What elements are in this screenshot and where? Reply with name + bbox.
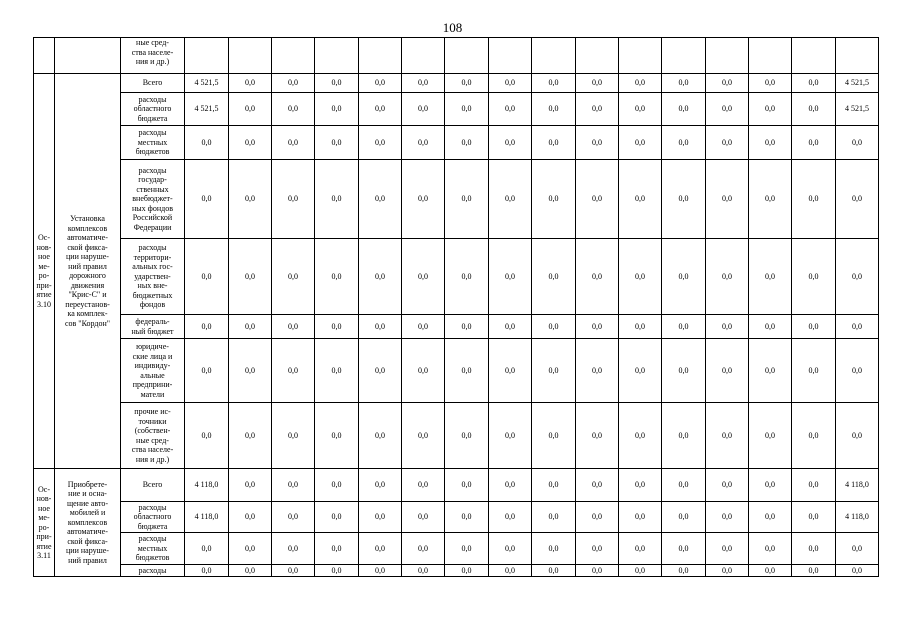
- value-cell: 0,0: [229, 565, 272, 577]
- value-cell: 0,0: [662, 403, 706, 469]
- value-cell: 0,0: [532, 239, 576, 315]
- value-cell: 0,0: [185, 160, 229, 239]
- value-cell: 0,0: [792, 74, 836, 93]
- value-cell: [185, 38, 229, 74]
- value-cell: 0,0: [532, 403, 576, 469]
- event-name-cell: [55, 38, 121, 74]
- funding-source-cell: Всего: [121, 469, 185, 502]
- value-cell: 0,0: [662, 239, 706, 315]
- value-cell: 0,0: [315, 126, 359, 160]
- value-cell: 0,0: [445, 403, 489, 469]
- value-cell: 0,0: [359, 339, 402, 403]
- value-cell: 0,0: [489, 502, 532, 533]
- budget-table: [33, 37, 879, 577]
- value-cell: 0,0: [662, 533, 706, 565]
- value-cell: 4 521,5: [185, 93, 229, 126]
- value-cell: 0,0: [619, 533, 662, 565]
- value-cell: 0,0: [445, 126, 489, 160]
- funding-source-cell: юридиче- ские лица и индивиду- альные предприни- матели: [121, 339, 185, 403]
- value-cell: 0,0: [315, 502, 359, 533]
- value-cell: 0,0: [706, 93, 749, 126]
- value-cell: 0,0: [359, 126, 402, 160]
- value-cell: 0,0: [662, 93, 706, 126]
- value-cell: 0,0: [792, 315, 836, 339]
- value-cell: 0,0: [836, 403, 879, 469]
- value-cell: 0,0: [532, 74, 576, 93]
- value-cell: 0,0: [836, 160, 879, 239]
- table-row: [34, 533, 879, 565]
- value-cell: 0,0: [359, 74, 402, 93]
- funding-source-cell: прочие ис- точники (собствен- ные сред- ства населе- ния и др.): [121, 403, 185, 469]
- value-cell: 0,0: [576, 502, 619, 533]
- value-cell: 0,0: [229, 469, 272, 502]
- value-cell: 0,0: [359, 565, 402, 577]
- value-cell: 0,0: [792, 93, 836, 126]
- value-cell: 0,0: [445, 533, 489, 565]
- value-cell: 0,0: [662, 469, 706, 502]
- value-cell: 0,0: [706, 74, 749, 93]
- value-cell: 0,0: [229, 502, 272, 533]
- value-cell: 0,0: [619, 315, 662, 339]
- value-cell: [749, 38, 792, 74]
- value-cell: 0,0: [836, 239, 879, 315]
- value-cell: 0,0: [706, 502, 749, 533]
- value-cell: 0,0: [445, 315, 489, 339]
- value-cell: [489, 38, 532, 74]
- value-cell: 0,0: [315, 315, 359, 339]
- value-cell: 0,0: [749, 74, 792, 93]
- value-cell: 0,0: [489, 565, 532, 577]
- value-cell: 0,0: [749, 315, 792, 339]
- value-cell: 0,0: [792, 239, 836, 315]
- value-cell: 0,0: [792, 339, 836, 403]
- value-cell: 0,0: [185, 239, 229, 315]
- value-cell: 0,0: [402, 126, 445, 160]
- value-cell: 0,0: [662, 160, 706, 239]
- value-cell: 0,0: [836, 339, 879, 403]
- value-cell: 4 118,0: [185, 469, 229, 502]
- value-cell: 0,0: [185, 315, 229, 339]
- value-cell: 0,0: [445, 502, 489, 533]
- value-cell: 0,0: [489, 533, 532, 565]
- value-cell: 0,0: [619, 126, 662, 160]
- value-cell: 0,0: [749, 565, 792, 577]
- value-cell: 0,0: [445, 239, 489, 315]
- value-cell: 0,0: [185, 565, 229, 577]
- value-cell: 0,0: [576, 160, 619, 239]
- value-cell: 0,0: [576, 339, 619, 403]
- value-cell: 0,0: [185, 126, 229, 160]
- value-cell: 0,0: [792, 126, 836, 160]
- value-cell: 0,0: [359, 403, 402, 469]
- value-cell: 0,0: [792, 469, 836, 502]
- value-cell: 0,0: [402, 469, 445, 502]
- value-cell: 0,0: [315, 239, 359, 315]
- value-cell: 0,0: [315, 339, 359, 403]
- value-cell: 0,0: [359, 160, 402, 239]
- value-cell: 0,0: [402, 160, 445, 239]
- value-cell: 0,0: [402, 403, 445, 469]
- value-cell: 0,0: [315, 160, 359, 239]
- funding-source-cell: расходы областного бюджета: [121, 93, 185, 126]
- value-cell: 0,0: [185, 339, 229, 403]
- value-cell: 0,0: [749, 126, 792, 160]
- event-cell: [34, 38, 55, 74]
- value-cell: 0,0: [792, 502, 836, 533]
- value-cell: 0,0: [402, 339, 445, 403]
- table-row: [34, 38, 879, 74]
- value-cell: 4 521,5: [836, 74, 879, 93]
- value-cell: 0,0: [836, 126, 879, 160]
- value-cell: 0,0: [619, 93, 662, 126]
- funding-source-cell: расходы областного бюджета: [121, 502, 185, 533]
- value-cell: 0,0: [272, 339, 315, 403]
- value-cell: 0,0: [402, 239, 445, 315]
- value-cell: 0,0: [619, 502, 662, 533]
- value-cell: 0,0: [662, 126, 706, 160]
- value-cell: 0,0: [229, 239, 272, 315]
- value-cell: 0,0: [489, 160, 532, 239]
- value-cell: 0,0: [706, 315, 749, 339]
- value-cell: [402, 38, 445, 74]
- table-row: [34, 502, 879, 533]
- value-cell: 0,0: [359, 533, 402, 565]
- value-cell: 0,0: [749, 533, 792, 565]
- value-cell: 0,0: [185, 533, 229, 565]
- value-cell: 0,0: [445, 93, 489, 126]
- value-cell: 0,0: [792, 403, 836, 469]
- value-cell: 0,0: [489, 339, 532, 403]
- value-cell: 0,0: [445, 160, 489, 239]
- value-cell: 4 521,5: [185, 74, 229, 93]
- value-cell: 0,0: [619, 565, 662, 577]
- table-row: [34, 339, 879, 403]
- value-cell: 0,0: [229, 126, 272, 160]
- value-cell: 0,0: [836, 565, 879, 577]
- value-cell: 0,0: [706, 565, 749, 577]
- value-cell: 0,0: [315, 533, 359, 565]
- value-cell: 0,0: [489, 315, 532, 339]
- value-cell: 0,0: [445, 339, 489, 403]
- value-cell: 0,0: [445, 565, 489, 577]
- table-row: [34, 74, 879, 93]
- value-cell: [576, 38, 619, 74]
- value-cell: 0,0: [749, 469, 792, 502]
- value-cell: 0,0: [662, 339, 706, 403]
- value-cell: 0,0: [619, 469, 662, 502]
- value-cell: 0,0: [359, 239, 402, 315]
- value-cell: 0,0: [402, 315, 445, 339]
- value-cell: 0,0: [576, 533, 619, 565]
- value-cell: [792, 38, 836, 74]
- value-cell: 4 118,0: [185, 502, 229, 533]
- value-cell: 0,0: [532, 93, 576, 126]
- value-cell: 0,0: [272, 74, 315, 93]
- value-cell: 0,0: [185, 403, 229, 469]
- value-cell: 0,0: [576, 403, 619, 469]
- value-cell: 0,0: [272, 315, 315, 339]
- value-cell: 0,0: [272, 565, 315, 577]
- value-cell: 0,0: [402, 74, 445, 93]
- value-cell: 0,0: [445, 74, 489, 93]
- value-cell: 0,0: [749, 502, 792, 533]
- value-cell: 0,0: [792, 565, 836, 577]
- value-cell: 0,0: [706, 339, 749, 403]
- value-cell: 0,0: [576, 469, 619, 502]
- value-cell: [315, 38, 359, 74]
- value-cell: 0,0: [749, 339, 792, 403]
- value-cell: 0,0: [619, 74, 662, 93]
- value-cell: 0,0: [619, 403, 662, 469]
- value-cell: 0,0: [532, 315, 576, 339]
- value-cell: 0,0: [532, 533, 576, 565]
- value-cell: [836, 38, 879, 74]
- value-cell: 0,0: [792, 533, 836, 565]
- value-cell: 0,0: [532, 565, 576, 577]
- value-cell: 0,0: [619, 160, 662, 239]
- value-cell: 0,0: [315, 74, 359, 93]
- table-row: [34, 126, 879, 160]
- event-name-cell: Установка комплексов автоматиче- ской фикса- ции наруше- ний правил дорожного движения "Крис-С" и переустанов- ка комплек- сов "Кордон": [55, 74, 121, 469]
- funding-source-cell: расходы государ- ственных внебюджет- ных фондов Российской Федерации: [121, 160, 185, 239]
- value-cell: 0,0: [836, 315, 879, 339]
- value-cell: 0,0: [749, 239, 792, 315]
- value-cell: 0,0: [315, 403, 359, 469]
- value-cell: 0,0: [229, 403, 272, 469]
- value-cell: 4 118,0: [836, 502, 879, 533]
- table-row: [34, 93, 879, 126]
- value-cell: 0,0: [836, 533, 879, 565]
- value-cell: 0,0: [532, 160, 576, 239]
- value-cell: 0,0: [272, 502, 315, 533]
- funding-source-cell: расходы местных бюджетов: [121, 126, 185, 160]
- value-cell: 0,0: [402, 502, 445, 533]
- value-cell: 0,0: [532, 126, 576, 160]
- value-cell: 0,0: [706, 403, 749, 469]
- funding-source-cell: расходы местных бюджетов: [121, 533, 185, 565]
- value-cell: 0,0: [272, 160, 315, 239]
- event-cell: Ос- нов- ное ме- ро- при- ятие 3.11: [34, 469, 55, 577]
- value-cell: 0,0: [706, 533, 749, 565]
- value-cell: 0,0: [489, 126, 532, 160]
- value-cell: 0,0: [359, 315, 402, 339]
- value-cell: 0,0: [576, 315, 619, 339]
- value-cell: [532, 38, 576, 74]
- value-cell: 0,0: [229, 315, 272, 339]
- table-row: [34, 239, 879, 315]
- value-cell: 0,0: [272, 403, 315, 469]
- value-cell: 0,0: [749, 93, 792, 126]
- value-cell: 0,0: [489, 74, 532, 93]
- value-cell: 0,0: [359, 502, 402, 533]
- funding-source-cell: Всего: [121, 74, 185, 93]
- value-cell: 0,0: [272, 126, 315, 160]
- table-row: [34, 160, 879, 239]
- value-cell: 0,0: [706, 160, 749, 239]
- value-cell: 0,0: [272, 93, 315, 126]
- value-cell: 0,0: [619, 239, 662, 315]
- value-cell: 0,0: [315, 93, 359, 126]
- value-cell: 4 521,5: [836, 93, 879, 126]
- value-cell: 0,0: [359, 93, 402, 126]
- value-cell: 0,0: [229, 533, 272, 565]
- value-cell: 0,0: [402, 93, 445, 126]
- value-cell: 0,0: [576, 74, 619, 93]
- value-cell: 0,0: [576, 239, 619, 315]
- value-cell: 0,0: [576, 93, 619, 126]
- table-row: [34, 403, 879, 469]
- value-cell: 0,0: [489, 93, 532, 126]
- value-cell: 0,0: [662, 315, 706, 339]
- value-cell: 0,0: [532, 502, 576, 533]
- value-cell: 0,0: [445, 469, 489, 502]
- value-cell: 0,0: [576, 565, 619, 577]
- value-cell: 0,0: [229, 93, 272, 126]
- value-cell: [359, 38, 402, 74]
- value-cell: 0,0: [489, 239, 532, 315]
- value-cell: 0,0: [749, 160, 792, 239]
- value-cell: 0,0: [272, 239, 315, 315]
- value-cell: [272, 38, 315, 74]
- event-cell: Ос- нов- ное ме- ро- при- ятие 3.10: [34, 74, 55, 469]
- value-cell: 0,0: [489, 469, 532, 502]
- value-cell: 0,0: [619, 339, 662, 403]
- value-cell: 0,0: [662, 74, 706, 93]
- value-cell: [706, 38, 749, 74]
- value-cell: 0,0: [229, 339, 272, 403]
- funding-source-cell: федераль- ный бюджет: [121, 315, 185, 339]
- value-cell: 0,0: [272, 469, 315, 502]
- value-cell: 0,0: [662, 502, 706, 533]
- table-row: [34, 565, 879, 577]
- value-cell: 0,0: [229, 74, 272, 93]
- value-cell: [445, 38, 489, 74]
- funding-source-cell: ные сред- ства населе- ния и др.): [121, 38, 185, 74]
- value-cell: [619, 38, 662, 74]
- value-cell: 0,0: [706, 469, 749, 502]
- value-cell: 0,0: [662, 565, 706, 577]
- page-number: 108: [442, 20, 463, 35]
- value-cell: 0,0: [229, 160, 272, 239]
- value-cell: 0,0: [272, 533, 315, 565]
- value-cell: 0,0: [359, 469, 402, 502]
- value-cell: 0,0: [315, 469, 359, 502]
- value-cell: 0,0: [706, 239, 749, 315]
- value-cell: [662, 38, 706, 74]
- value-cell: 0,0: [532, 339, 576, 403]
- funding-source-cell: расходы территори- альных гос- ударствен- ных вне- бюджетных фондов: [121, 239, 185, 315]
- value-cell: 0,0: [532, 469, 576, 502]
- value-cell: 0,0: [706, 126, 749, 160]
- value-cell: 0,0: [402, 565, 445, 577]
- value-cell: 0,0: [749, 403, 792, 469]
- table-row: [34, 469, 879, 502]
- value-cell: 0,0: [489, 403, 532, 469]
- funding-source-cell: расходы: [121, 565, 185, 577]
- value-cell: 0,0: [315, 565, 359, 577]
- value-cell: [229, 38, 272, 74]
- table-row: [34, 315, 879, 339]
- value-cell: 4 118,0: [836, 469, 879, 502]
- value-cell: 0,0: [402, 533, 445, 565]
- value-cell: 0,0: [576, 126, 619, 160]
- value-cell: 0,0: [792, 160, 836, 239]
- event-name-cell: Приобрете- ние и осна- щение авто- мобилей и комплексов автоматиче- ской фикса- ции наруше- ний правил: [55, 469, 121, 577]
